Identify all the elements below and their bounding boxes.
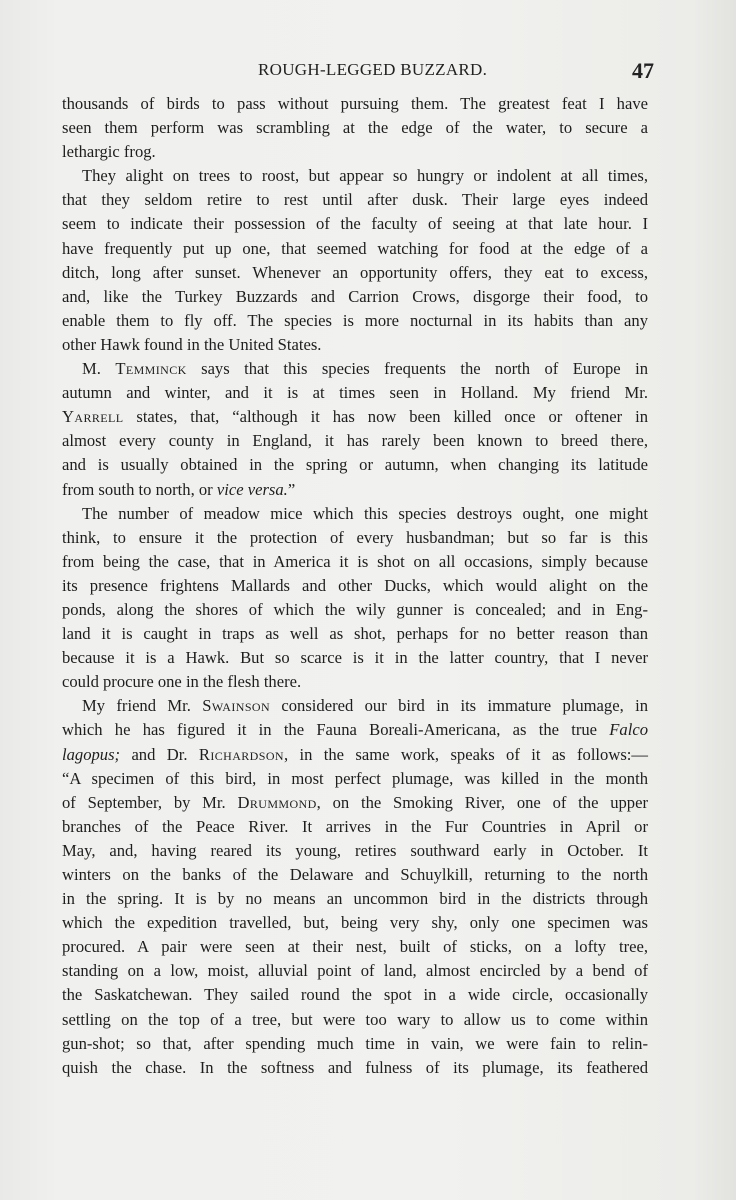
text-line: Yarrell states, that, “although it has now been killed once or oftener in — [62, 407, 648, 427]
text-line: almost every county in England, it has rarely been known to breed there, — [62, 431, 648, 451]
text-line: enable them to fly off. The species is more nocturnal in its habits than any — [62, 310, 648, 330]
text-line: branches of the Peace River. It arrives in the Fur Countries in April or — [62, 816, 648, 836]
text-line: that they seldom retire to rest until after dusk. Their large eyes indeed — [62, 190, 648, 210]
text-line: “A specimen of this bird, in most perfect plumage, was killed in the month — [62, 768, 648, 788]
text-line: My friend Mr. Swainson considered our bird in its immature plumage, in — [82, 696, 648, 716]
italic-phrase: lagopus; — [62, 744, 121, 764]
text-line: and, like the Turkey Buzzards and Carrion Crows, disgorge their food, to — [62, 286, 648, 306]
text-line: other Hawk found in the United States. — [62, 334, 322, 354]
author-name: Drummond — [237, 792, 317, 812]
text-line: They alight on trees to roost, but appear so hungry or indolent at all times, — [82, 166, 648, 186]
text-line: lethargic frog. — [62, 142, 156, 162]
text-line: could procure one in the flesh there. — [62, 672, 302, 692]
paragraph-meadow-mice — [62, 502, 648, 695]
author-name: Yarrell — [62, 407, 124, 427]
text-line: settling on the top of a tree, but were too wary to allow us to come within — [62, 1009, 648, 1029]
author-name: Swainson — [202, 696, 271, 716]
text-line: think, to ensure it the protection of every husbandman; but so far is this — [62, 527, 648, 547]
text-line: winters on the banks of the Delaware and Schuylkill, returning to the north — [62, 865, 648, 884]
text-line: from being the case, that in America it is shot on all occasions, simply because — [62, 551, 648, 571]
paragraph-roosting — [62, 164, 648, 357]
page-number: 47 — [632, 58, 654, 83]
page-header — [0, 58, 736, 88]
text-line: autumn and winter, and it is at times seen in Holland. My friend Mr. — [62, 383, 648, 403]
text-line: gun-shot; so that, after spending much time in vain, we were fain to relin- — [62, 1033, 648, 1053]
text-line: its presence frightens Mallards and other Ducks, which would alight on the — [62, 575, 648, 595]
text-line: The number of meadow mice which this species destroys ought, one might — [82, 503, 648, 523]
paragraph-temminck — [62, 357, 648, 502]
italic-phrase: vice versa. — [216, 479, 288, 499]
text-line: quish the chase. In the softness and fulness of its plumage, its feathered — [62, 1057, 648, 1077]
text-line: from south to north, or vice versa.” — [62, 479, 296, 499]
text-line: thousands of birds to pass without pursuing them. The greatest feat I have — [62, 94, 648, 113]
text-line: M. Temminck says that this species frequents the north of Europe in — [82, 359, 648, 379]
text-line: procured. A pair were seen at their nest, built of sticks, on a lofty tree, — [62, 937, 648, 957]
text-line: standing on a low, moist, alluvial point of land, almost encircled by a bend of — [62, 961, 648, 981]
text-line: land it is caught in traps as well as shot, perhaps for no better reason than — [62, 624, 648, 644]
body-text — [62, 92, 648, 1080]
text-line: in the spring. It is by no means an uncommon bird in the districts through — [62, 889, 648, 909]
text-line: seen them perform was scrambling at the edge of the water, to secure a — [62, 118, 648, 138]
paragraph-swainson — [62, 694, 648, 1080]
text-line: ditch, long after sunset. Whenever an opportunity offers, they eat to excess, — [62, 262, 648, 282]
text-line: which he has figured it in the Fauna Boreali-Americana, as the true Falco — [62, 720, 648, 740]
text-line: and is usually obtained in the spring or autumn, when changing its latitude — [62, 455, 648, 475]
text-line: ponds, along the shores of which the wily gunner is concealed; and in Eng- — [62, 599, 648, 619]
text-line: because it is a Hawk. But so scarce is it in the latter country, that I never — [62, 648, 648, 668]
running-title: ROUGH-LEGGED BUZZARD. — [258, 60, 488, 79]
author-name: Richardson — [198, 744, 284, 764]
text-line: May, and, having reared its young, retires southward early in October. It — [62, 840, 648, 860]
text-line: seem to indicate their possession of the faculty of seeing at that late hour. I — [62, 214, 648, 234]
author-name: Temminck — [115, 359, 187, 379]
text-line: have frequently put up one, that seemed watching for food at the edge of a — [62, 238, 648, 258]
text-line: of September, by Mr. Drummond, on the Smoking River, one of the upper — [62, 792, 648, 812]
text-line: the Saskatchewan. They sailed round the spot in a wide circle, occasionally — [62, 985, 648, 1005]
paragraph-continuation — [62, 92, 648, 164]
italic-phrase: Falco — [609, 720, 648, 740]
text-line: lagopus; and Dr. Richardson, in the same work, speaks of it as follows:— — [62, 744, 648, 764]
text-line: which the expedition travelled, but, being very shy, only one specimen was — [62, 913, 648, 933]
